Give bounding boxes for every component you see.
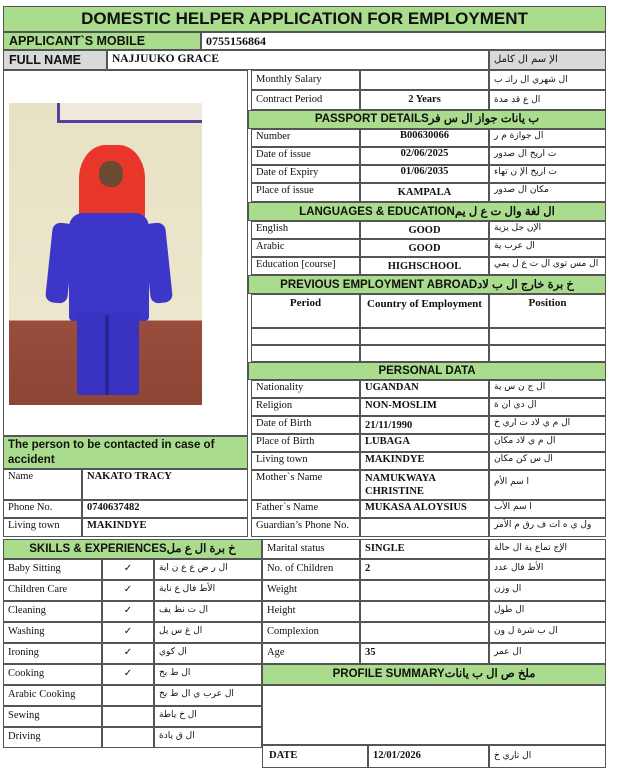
- passport-expiry-arabic: ت اريخ الإ ن تهاء: [494, 167, 557, 177]
- passport-row-label: [251, 183, 360, 202]
- passport-header-text: PASSPORT DETAILSب يانات جواز ال س فر: [314, 113, 540, 125]
- personal-row-value: [360, 398, 489, 416]
- personal-row-label: [251, 452, 360, 470]
- dob-arabic: ال م ي لاد ت اري خ: [494, 418, 571, 428]
- contact-row-label: [3, 500, 82, 518]
- passport-row-value: [360, 165, 489, 183]
- full-name-arabic-cell: [489, 50, 606, 70]
- contact-row-label: [3, 518, 82, 537]
- employment-empty-cell: [251, 328, 360, 345]
- other-arabic: ال طول: [494, 605, 525, 615]
- skill-check-cell-cell: [102, 727, 154, 748]
- other-arabic: ال وزن: [494, 584, 522, 594]
- mother-name-label: Mother`s Name: [256, 472, 323, 483]
- language-row-value: [360, 221, 489, 239]
- education-label: Education [course]: [256, 259, 336, 270]
- nationality-label: Nationality: [256, 382, 304, 393]
- arabic-arabic: ال عرب ية: [494, 241, 535, 251]
- passport-number-arabic: ال جوازة م ر: [494, 131, 544, 141]
- passport-issue-date-arabic: ت اريخ ال صدور: [494, 149, 557, 159]
- passport-issue-date-value: 02/06/2025: [400, 148, 449, 159]
- passport-row-label: [251, 147, 360, 165]
- pob-arabic: ال م ي لاد مكان: [494, 436, 556, 446]
- language-row-arabic: [489, 257, 606, 275]
- employment-col-period: [251, 294, 360, 328]
- passport-row-arabic: [489, 129, 606, 147]
- checkmark-icon: [103, 707, 153, 710]
- employment-empty-cell: [489, 345, 606, 362]
- father-name-arabic: ا سم الأب: [494, 502, 532, 512]
- skill-label: Cooking: [8, 668, 45, 679]
- skill-arabic-cell: [154, 706, 262, 727]
- contact-phone-value: 0740637482: [87, 502, 140, 513]
- applicant-mobile-label-cell: [3, 32, 201, 50]
- personal-row-label: [251, 518, 360, 537]
- other-arabic-cell: [489, 643, 606, 664]
- profile-summary-header-text: PROFILE SUMMARYملخ ص ال ب يانات: [332, 668, 536, 680]
- skill-label-cell: [3, 706, 102, 727]
- personal-row-label: [251, 416, 360, 434]
- father-name-value: MUKASA ALOYSIUS: [365, 502, 467, 513]
- other-arabic-cell: [489, 559, 606, 580]
- applicant-photo: [9, 103, 202, 405]
- skill-label: Sewing: [8, 710, 40, 721]
- other-value: [361, 623, 488, 627]
- language-row-arabic: [489, 239, 606, 257]
- other-arabic: ال عمر: [494, 647, 522, 657]
- full-name-value: NAJJUUKO GRACE: [112, 53, 220, 65]
- skill-label: Driving: [8, 731, 41, 742]
- other-label-cell: [262, 559, 360, 580]
- skill-label: Cleaning: [8, 605, 46, 616]
- passport-row-arabic: [489, 147, 606, 165]
- passport-row-label: [251, 165, 360, 183]
- other-value-cell: [360, 559, 489, 580]
- employment-col-position-label: Position: [528, 297, 567, 309]
- other-arabic: الإج تماع ية ال حالة: [494, 543, 567, 553]
- language-row-arabic: [489, 221, 606, 239]
- nationality-arabic: ال ج ن س ية: [494, 382, 546, 392]
- religion-value: NON-MOSLIM: [365, 400, 437, 411]
- contact-row-value: [82, 469, 248, 500]
- passport-number-value: B00630066: [399, 130, 449, 141]
- personal-row-arabic: [489, 398, 606, 416]
- employment-empty-cell: [489, 328, 606, 345]
- education-value: HIGHSCHOOL: [387, 261, 462, 272]
- skill-label: Arabic Cooking: [8, 689, 76, 700]
- salary-arabic: ال شهري ال راتـ ب: [494, 75, 568, 85]
- skill-label-cell: [3, 622, 102, 643]
- date-value: 12/01/2026: [373, 750, 421, 761]
- other-label: Height: [267, 605, 296, 616]
- arabic-value: GOOD: [408, 243, 441, 254]
- skill-label-cell: [3, 559, 102, 580]
- english-arabic: الإن جل يزية: [494, 223, 542, 233]
- passport-place-arabic: مكان ال صدور: [494, 185, 549, 195]
- applicant-mobile-label: APPLICANT`S MOBILE: [9, 34, 146, 48]
- title-bar: [3, 6, 606, 32]
- date-arabic-cell: [489, 745, 606, 768]
- passport-place-label: Place of issue: [256, 185, 314, 196]
- passport-number-label: Number: [256, 131, 291, 142]
- other-label-cell: [262, 601, 360, 622]
- skill-check-cell-cell: [102, 706, 154, 727]
- skill-arabic-cell: [154, 664, 262, 685]
- employment-col-position: [489, 294, 606, 328]
- dob-label: Date of Birth: [256, 418, 312, 429]
- personal-row-label: [251, 434, 360, 452]
- other-value-cell: [360, 580, 489, 601]
- other-arabic-cell: [489, 601, 606, 622]
- skill-label-cell: [3, 727, 102, 748]
- other-label: Complexion: [267, 626, 319, 637]
- contact-town-label: Living town: [8, 520, 60, 531]
- personal-data-header-text: PERSONAL DATA: [378, 365, 476, 377]
- skill-arabic-cell: [154, 685, 262, 706]
- religion-arabic: ال دي ان ة: [494, 400, 537, 410]
- personal-row-arabic: [489, 380, 606, 398]
- father-name-label: Father`s Name: [256, 502, 319, 513]
- page-title: DOMESTIC HELPER APPLICATION FOR EMPLOYMENT: [81, 9, 528, 28]
- employment-col-country: [360, 294, 489, 328]
- skill-label-cell: [3, 664, 102, 685]
- skill-check-cell-cell: [102, 601, 154, 622]
- profile-summary-body: [262, 685, 606, 745]
- mother-name-arabic: ا سم الأم: [494, 477, 529, 487]
- checkmark-icon: ✓: [123, 668, 133, 679]
- skill-label: Children Care: [8, 584, 68, 595]
- personal-row-value: [360, 434, 489, 452]
- checkmark-icon: ✓: [123, 626, 133, 637]
- passport-row-value: [360, 147, 489, 165]
- living-town-value: MAKINDYE: [365, 454, 425, 465]
- personal-data-header: [248, 362, 606, 380]
- education-arabic: ال مس توى ال ت ع ل يمي: [494, 259, 599, 269]
- skill-arabic: ال ط بخ: [159, 668, 191, 678]
- other-label: Age: [267, 647, 285, 658]
- other-label-cell: [262, 539, 360, 559]
- personal-row-arabic: [489, 434, 606, 452]
- passport-issue-date-label: Date of issue: [256, 149, 311, 160]
- nationality-value: UGANDAN: [365, 382, 419, 393]
- passport-row-label: [251, 129, 360, 147]
- photo-cell: [3, 70, 248, 436]
- contact-header-text: The person to be contacted in case of accident: [8, 439, 215, 466]
- contract-arabic: ال ع قد مدة: [494, 95, 541, 105]
- previous-employment-header: [248, 275, 606, 294]
- dob-value: 21/11/1990: [365, 420, 413, 431]
- contact-row-label: [3, 469, 82, 500]
- language-row-value: [360, 257, 489, 275]
- skill-check-cell-cell: [102, 580, 154, 601]
- skill-check-cell-cell: [102, 622, 154, 643]
- skill-arabic: الأط فال ع ناية: [159, 584, 216, 594]
- religion-label: Religion: [256, 400, 293, 411]
- personal-row-value: [360, 452, 489, 470]
- language-row-value: [360, 239, 489, 257]
- living-town-label: Living town: [256, 454, 308, 465]
- date-label-cell: [262, 745, 368, 768]
- skill-label-cell: [3, 685, 102, 706]
- other-label: Marital status: [267, 543, 325, 554]
- personal-row-arabic: [489, 500, 606, 518]
- skill-check-cell-cell: [102, 685, 154, 706]
- contact-row-value: [82, 500, 248, 518]
- date-arabic: ال تاري خ: [494, 751, 532, 761]
- other-value-cell: [360, 601, 489, 622]
- guardian-phone-arabic: ول ي ه ات ف رق م الأمر: [494, 520, 592, 530]
- skills-header-text: SKILLS & EXPERIENCESخ برة ال ع مل: [29, 543, 236, 555]
- full-name-value-cell: [107, 50, 489, 70]
- personal-row-value: [360, 518, 489, 537]
- applicant-mobile-value: 0755156864: [206, 34, 266, 48]
- other-value: [361, 581, 488, 585]
- guardian-phone-label: Guardian’s Phone No.: [256, 520, 350, 531]
- personal-row-label: [251, 380, 360, 398]
- other-arabic: الأط فال عدد: [494, 563, 544, 573]
- full-name-arabic: الإ سم ال كامل: [494, 54, 558, 65]
- checkmark-icon: [103, 728, 153, 731]
- skill-arabic: ال كوي: [159, 647, 187, 657]
- personal-row-value: [360, 500, 489, 518]
- other-label-cell: [262, 580, 360, 601]
- contact-phone-label: Phone No.: [8, 502, 53, 513]
- personal-row-arabic: [489, 518, 606, 537]
- personal-row-arabic: [489, 416, 606, 434]
- date-label: DATE: [269, 750, 298, 761]
- checkmark-icon: ✓: [123, 563, 133, 574]
- checkmark-icon: ✓: [123, 605, 133, 616]
- skill-arabic-cell: [154, 727, 262, 748]
- personal-row-arabic: [489, 470, 606, 500]
- contract-value-cell: [360, 90, 489, 110]
- other-label-cell: [262, 643, 360, 664]
- salary-label-cell: [251, 70, 360, 90]
- skill-arabic-cell: [154, 580, 262, 601]
- employment-col-country-label: Country of Employment: [367, 298, 482, 310]
- checkmark-icon: ✓: [123, 584, 133, 595]
- other-label-cell: [262, 622, 360, 643]
- contact-town-value: MAKINDYE: [87, 520, 147, 531]
- language-row-label: [251, 221, 360, 239]
- other-value-cell: [360, 643, 489, 664]
- personal-row-value: [360, 380, 489, 398]
- personal-row-arabic: [489, 452, 606, 470]
- checkmark-icon: [103, 686, 153, 689]
- mother-name-value: NAMUKWAYA CHRISTINE: [365, 473, 436, 497]
- personal-row-value: [360, 470, 489, 500]
- other-label: No. of Children: [267, 563, 334, 574]
- personal-row-value: [360, 416, 489, 434]
- passport-row-value: [360, 183, 489, 202]
- salary-arabic-cell: [489, 70, 606, 90]
- contract-label: Contract Period: [256, 94, 323, 105]
- passport-header: [248, 110, 606, 129]
- other-arabic: ال ب شرة ل ون: [494, 626, 558, 636]
- passport-row-arabic: [489, 165, 606, 183]
- pob-label: Place of Birth: [256, 436, 315, 447]
- previous-employment-header-text: PREVIOUS EMPLOYMENT ABROADخ برة خارج ال ب لاد: [280, 279, 574, 291]
- other-arabic-cell: [489, 539, 606, 559]
- personal-row-label: [251, 470, 360, 500]
- skill-arabic: ال ر ض ع ع ن اية: [159, 563, 228, 573]
- other-value-cell: [360, 622, 489, 643]
- salary-label: Monthly Salary: [256, 74, 322, 85]
- employment-empty-cell: [251, 345, 360, 362]
- skill-check-cell-cell: [102, 643, 154, 664]
- arabic-label: Arabic: [256, 241, 285, 252]
- contract-value: 2 Years: [408, 94, 441, 105]
- skill-label-cell: [3, 643, 102, 664]
- skill-label: Baby Sitting: [8, 563, 61, 574]
- profile-summary-header: [262, 664, 606, 685]
- applicant-mobile-value-cell: [201, 32, 606, 50]
- pob-value: LUBAGA: [365, 436, 410, 447]
- skill-arabic-cell: [154, 622, 262, 643]
- skill-label-cell: [3, 601, 102, 622]
- skill-arabic-cell: [154, 559, 262, 580]
- passport-expiry-label: Date of Expiry: [256, 167, 319, 178]
- skill-label-cell: [3, 580, 102, 601]
- language-row-label: [251, 257, 360, 275]
- full-name-label: FULL NAME: [9, 53, 81, 67]
- personal-row-label: [251, 500, 360, 518]
- skill-arabic: ال عرب ي ال ط بخ: [159, 689, 234, 699]
- other-value: [361, 602, 488, 606]
- skill-label: Washing: [8, 626, 45, 637]
- contract-label-cell: [251, 90, 360, 110]
- skill-arabic-cell: [154, 601, 262, 622]
- other-value: 35: [365, 647, 376, 658]
- skill-arabic-cell: [154, 643, 262, 664]
- passport-place-value: KAMPALA: [397, 187, 452, 198]
- passport-row-value: [360, 129, 489, 147]
- contact-header: [3, 436, 248, 469]
- date-value-cell: [368, 745, 489, 768]
- checkmark-icon: ✓: [123, 647, 133, 658]
- skill-arabic: ال خ ياطة: [159, 710, 197, 720]
- guardian-phone-value: [361, 519, 488, 521]
- other-value-cell: [360, 539, 489, 559]
- skills-header: [3, 539, 262, 559]
- contact-name-label: Name: [8, 471, 34, 482]
- other-value: SINGLE: [365, 543, 405, 554]
- other-label: Weight: [267, 584, 298, 595]
- other-arabic-cell: [489, 580, 606, 601]
- passport-expiry-value: 01/06/2035: [400, 166, 449, 177]
- employment-empty-cell: [360, 328, 489, 345]
- living-town-arabic: ال س كن مكان: [494, 454, 553, 464]
- english-label: English: [256, 223, 289, 234]
- contact-row-value: [82, 518, 248, 537]
- skill-label: Ironing: [8, 647, 39, 658]
- skill-arabic: ال ق يادة: [159, 731, 195, 741]
- languages-header: [248, 202, 606, 221]
- passport-row-arabic: [489, 183, 606, 202]
- skill-arabic: ال غ س يل: [159, 626, 203, 636]
- salary-value-cell: [360, 70, 489, 90]
- employment-empty-cell: [360, 345, 489, 362]
- personal-row-label: [251, 398, 360, 416]
- full-name-label-cell: [3, 50, 107, 70]
- skill-check-cell-cell: [102, 559, 154, 580]
- contract-arabic-cell: [489, 90, 606, 110]
- other-value: 2: [365, 563, 371, 574]
- contact-name-value: NAKATO TRACY: [87, 471, 172, 482]
- employment-col-period-label: Period: [289, 297, 322, 309]
- skill-check-cell-cell: [102, 664, 154, 685]
- english-value: GOOD: [408, 225, 441, 236]
- skill-arabic: ال ت نظ يف: [159, 605, 208, 615]
- language-row-label: [251, 239, 360, 257]
- languages-header-text: LANGUAGES & EDUCATIONال لغة وال ت ع ل يم: [299, 206, 555, 218]
- other-arabic-cell: [489, 622, 606, 643]
